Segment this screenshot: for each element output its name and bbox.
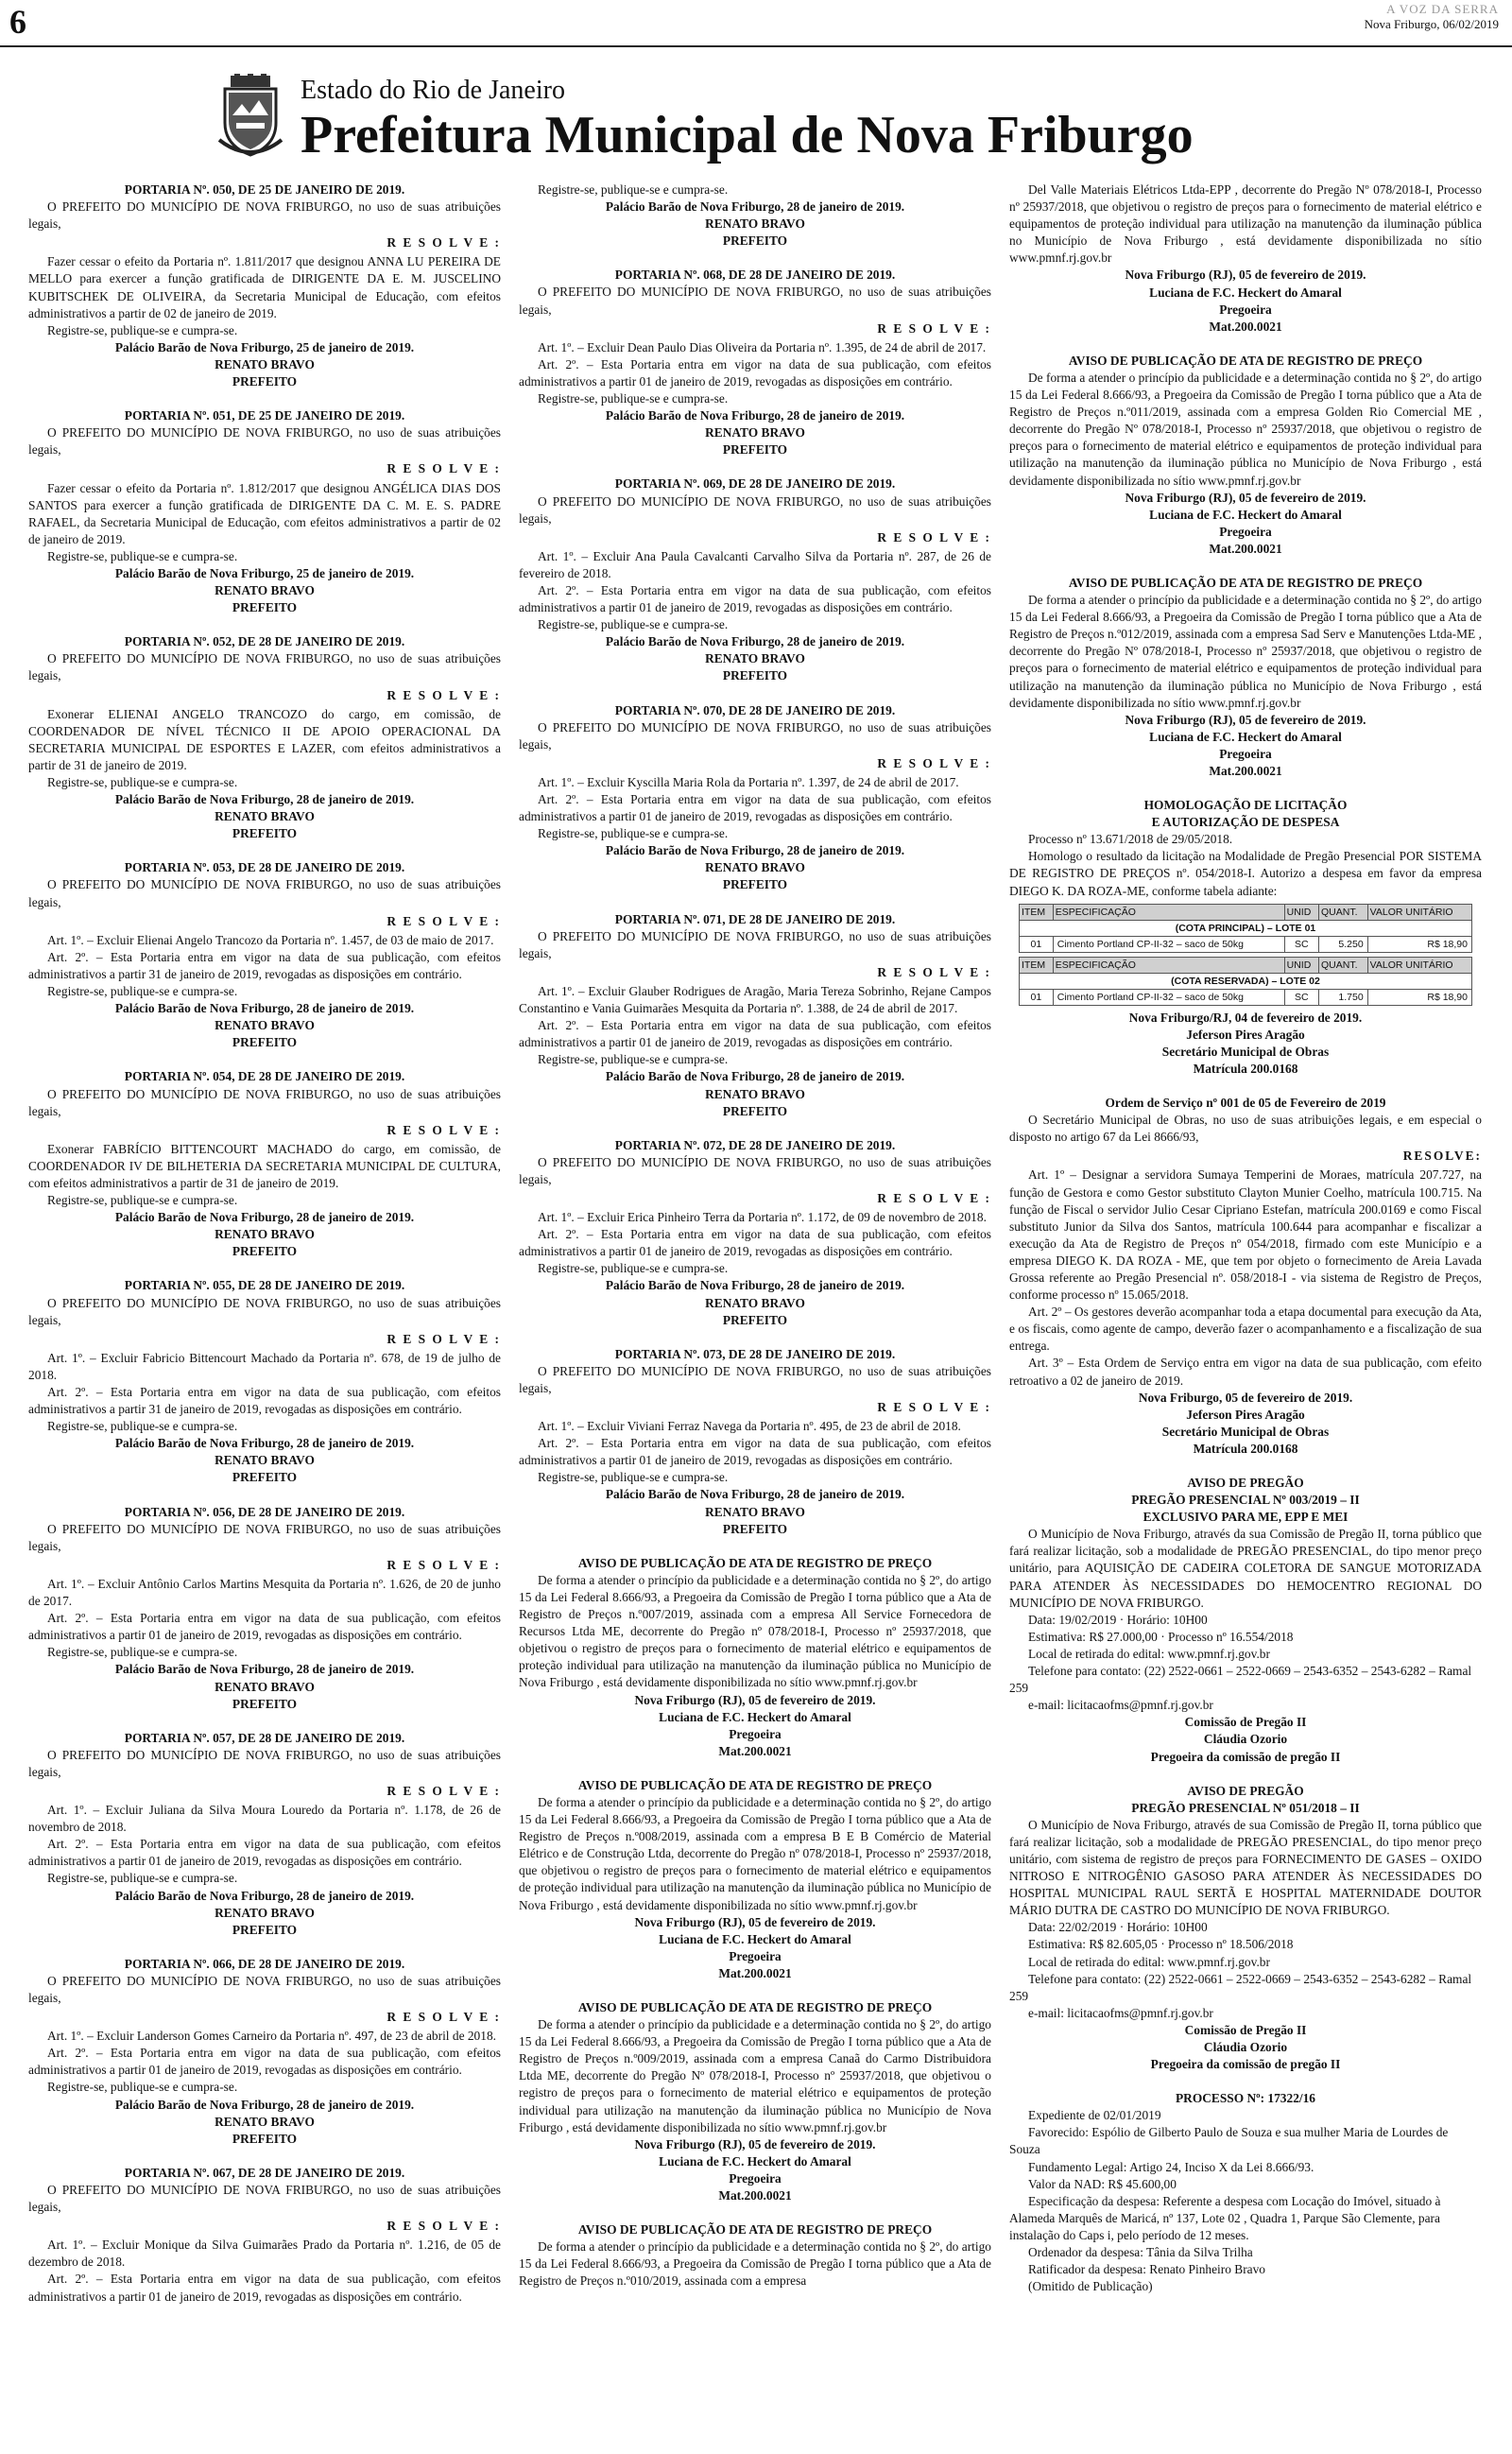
notice-title: PORTARIA Nº. 050, DE 25 DE JANEIRO DE 2019.: [124, 182, 405, 197]
page-number: 6: [9, 3, 26, 41]
notice-block: [1009, 181, 1482, 336]
resolve-label: R E S O L V E :: [877, 1190, 991, 1205]
notice-block: [519, 1346, 991, 1538]
body-paragraph: Registre-se, publique-se e cumpra-se.: [538, 1470, 729, 1485]
signature-line: PREFEITO: [722, 668, 788, 683]
notice-title: AVISO DE PREGÃO: [1187, 1476, 1304, 1490]
body-paragraph: Art. 1º. – Excluir Kyscilla Maria Rola da Portaria nº. 1.397, de 24 de abril de 2017.: [538, 774, 959, 789]
masthead-title: Prefeitura Municipal de Nova Friburgo: [301, 106, 1194, 164]
signature-line: PREFEITO: [722, 233, 788, 249]
signature-line: Nova Friburgo/RJ, 04 de fevereiro de 2019.: [1128, 1010, 1363, 1025]
signature-line: RENATO BRAVO: [705, 860, 805, 875]
notice-title: PORTARIA Nº. 073, DE 28 DE JANEIRO DE 2019.: [614, 1346, 896, 1361]
body-paragraph: Art. 2º. – Esta Portaria entra em vigor na data de sua publicação, com efeitos administrativos a partir 01 de janeiro de 2019, revogadas as disposições em contrário.: [28, 1611, 501, 1643]
notice-title: HOMOLOGAÇÃO DE LICITAÇÃO: [1143, 798, 1348, 813]
signature-line: Cláudia Ozorio: [1203, 2040, 1288, 2054]
body-paragraph: O Município de Nova Friburgo, através de sua Comissão de Pregão II, torna público que fará realizar licitação, sob a modalidade de PREGÃO PRESENCIAL, do tipo menor preço unitário, com sistema de registro de preços para FORNECIMENTO DE GASES – OXIDO NITROSO E NITROGÊNIO GASOSO PARA ATENDER ÀS NECESSIDADES DO HOSPITAL MUNICIPAL RAUL SERTÃ E HOSPITAL MATERNIDADE DOUTOR MÁRIO DUTRA DE CASTRO DO MUNICÍPIO DE NOVA FRIBURGO.: [1009, 1817, 1482, 1918]
preamble-text: O PREFEITO DO MUNICÍPIO DE NOVA FRIBURGO, no uso de suas atribuições legais,: [519, 1154, 991, 1186]
detail-line: Estimativa: R$ 27.000,00 · Processo nº 16.554/2018: [1028, 1629, 1294, 1644]
signature-line: Palácio Barão de Nova Friburgo, 28 de janeiro de 2019.: [114, 1436, 415, 1451]
signature-line: RENATO BRAVO: [215, 1453, 315, 1468]
signature-line: Matrícula 200.0168: [1193, 1061, 1298, 1076]
table-cell: 01: [1020, 936, 1054, 952]
notice-title: PORTARIA Nº. 068, DE 28 DE JANEIRO DE 2019.: [614, 268, 896, 283]
resolve-label: R E S O L V E :: [877, 320, 991, 336]
body-paragraph: Art. 2º. – Esta Portaria entra em vigor na data de sua publicação, com efeitos administrativos a partir 31 de janeiro de 2019, revogadas as disposições em contrário.: [28, 949, 501, 981]
body-paragraph: O Município de Nova Friburgo, através da sua Comissão de Pregão II, torna público que fará realizar licitação, sob a modalidade de PREGÃO PRESENCIAL, do tipo menor preço unitário, para AQUISIÇÃO DE CADEIRA COLETORA DE SANGUE MOTORIZADA PARA ATENDER ÀS NECESSIDADES DO HEMOCENTRO REGIONAL DO MUNICÍPIO DE NOVA FRIBURGO.: [1009, 1527, 1482, 1610]
notice-title: PORTARIA Nº. 054, DE 28 DE JANEIRO DE 2019.: [124, 1069, 405, 1084]
signature-line: PREFEITO: [232, 374, 298, 389]
signature-line: Mat.200.0021: [1209, 541, 1282, 556]
notice-block: [28, 1956, 501, 2148]
table-cell: R$ 18,90: [1367, 989, 1471, 1005]
signature-line: PREFEITO: [232, 1035, 298, 1050]
resolve-label: R E S O L V E :: [877, 755, 991, 770]
body-paragraph: Registre-se, publique-se e cumpra-se.: [538, 182, 729, 197]
detail-line: Data: 22/02/2019 · Horário: 10H00: [1028, 1920, 1208, 1935]
body-paragraph: Registre-se, publique-se e cumpra-se.: [538, 1052, 729, 1067]
preamble-text: O PREFEITO DO MUNICÍPIO DE NOVA FRIBURGO, no uso de suas atribuições legais,: [519, 719, 991, 752]
signature-line: RENATO BRAVO: [215, 1679, 315, 1694]
table-row: [1020, 936, 1472, 952]
notice-title: PORTARIA Nº. 056, DE 28 DE JANEIRO DE 2019.: [124, 1504, 405, 1519]
notice-title: PORTARIA Nº. 072, DE 28 DE JANEIRO DE 2019.: [614, 1137, 896, 1152]
table-header: ESPECIFICAÇÃO: [1053, 904, 1284, 920]
signature-line: PREFEITO: [232, 1470, 298, 1485]
signature-line: PREFEITO: [722, 1521, 788, 1536]
body-paragraph: De forma a atender o princípio da publicidade e a determinação contida no § 2º, do artigo 15 da Lei Federal 8.666/93, a Pregoeira da Comissão de Pregão I torna público que a Ata de Registro de Preços n.º009/2019, assinada com a empresa Canaã do Carmo Distribuidora Ltda ME, decorrente do Pregão Nº 078/2018-I, Processo nº 25937/2018, que objetivou o registro de preços para o fornecimento de material elétrico e equipamentos de proteção individual para utilização na manutenção da iluminação pública no Município de Nova Friburgo , está devidamente disponibilizada no sítio www.pmnf.rj.gov.br: [519, 2017, 991, 2134]
body-paragraph: Art. 1º. – Excluir Fabricio Bittencourt Machado da Portaria nº. 678, de 19 de julho de 2018.: [28, 1350, 501, 1382]
signature-line: PREFEITO: [722, 442, 788, 458]
table-header: QUANT.: [1319, 904, 1368, 920]
body-paragraph: Art. 2º. – Esta Portaria entra em vigor na data de sua publicação, com efeitos administrativos a partir 01 de janeiro de 2019, revogadas as disposições em contrário.: [519, 1227, 991, 1259]
coat-of-arms-icon: [217, 74, 284, 161]
notice-block: [1009, 1095, 1482, 1458]
signature-line: Palácio Barão de Nova Friburgo, 28 de janeiro de 2019.: [114, 2097, 415, 2112]
signature-line: Jeferson Pires Aragão: [1186, 1027, 1305, 1042]
notice-title: EXCLUSIVO PARA ME, EPP E MEI: [1143, 1510, 1349, 1525]
masthead-state: Estado do Rio de Janeiro: [301, 76, 565, 105]
preamble-text: O PREFEITO DO MUNICÍPIO DE NOVA FRIBURGO, no uso de suas atribuições legais,: [28, 877, 501, 909]
body-paragraph: Art. 1º. – Excluir Ana Paula Cavalcanti Carvalho Silva da Portaria nº. 287, de 26 de fevereiro de 2018.: [519, 548, 991, 580]
signature-line: Pregoeira: [1219, 746, 1272, 761]
body-paragraph: Fazer cessar o efeito da Portaria nº. 1.812/2017 que designou ANGÉLICA DIAS DOS SANTOS para exercer a função gratificada de DIRIGENTE DA C. M. E. S. PADRE RAFAEL, da Secretaria Municipal de Educação, com efeitos administrativos a partir de 02 de janeiro de 2019.: [28, 480, 501, 546]
signature-line: Nova Friburgo (RJ), 05 de fevereiro de 2019.: [634, 1914, 876, 1929]
preamble-text: O PREFEITO DO MUNICÍPIO DE NOVA FRIBURGO, no uso de suas atribuições legais,: [28, 1295, 501, 1327]
signature-line: Pregoeira: [729, 1948, 782, 1963]
publication-name: A VOZ DA SERRA: [1386, 2, 1499, 16]
body-paragraph: Registre-se, publique-se e cumpra-se.: [47, 1645, 238, 1660]
signature-line: Secretário Municipal de Obras: [1161, 1044, 1330, 1059]
notice-block: [28, 2165, 501, 2306]
signature-line: Mat.200.0021: [718, 1965, 792, 1980]
body-paragraph: Registre-se, publique-se e cumpra-se.: [47, 1193, 238, 1208]
masthead: [301, 76, 1194, 164]
body-paragraph: Art. 1º. – Excluir Landerson Gomes Carneiro da Portaria nº. 497, de 23 de abril de 2018.: [47, 2029, 496, 2044]
resolve-label: R E S O L V E :: [387, 1557, 501, 1572]
notice-title: PORTARIA Nº. 053, DE 28 DE JANEIRO DE 2019.: [124, 860, 405, 875]
detail-line: Estimativa: R$ 82.605,05 · Processo nº 18.506/2018: [1028, 1937, 1294, 1952]
resolve-label: RESOLVE:: [1402, 1149, 1482, 1164]
notice-block: [28, 859, 501, 1051]
signature-line: PREFEITO: [232, 2131, 298, 2146]
notice-block: [519, 475, 991, 684]
detail-line: Ordenador da despesa: Tânia da Silva Trilha: [1028, 2245, 1253, 2260]
notice-block: [519, 181, 991, 250]
signature-line: RENATO BRAVO: [215, 1227, 315, 1242]
lot-label: (COTA PRINCIPAL) – LOTE 01: [1020, 920, 1472, 936]
body-paragraph: Registre-se, publique-se e cumpra-se.: [47, 1419, 238, 1434]
price-table: [1019, 904, 1472, 953]
notice-block: [1009, 1475, 1482, 1766]
table-row: [1020, 989, 1472, 1005]
table-cell: 01: [1020, 989, 1054, 1005]
detail-line: Ratificador da despesa: Renato Pinheiro Bravo: [1028, 2262, 1266, 2277]
body-paragraph: Art. 2º. – Esta Portaria entra em vigor na data de sua publicação, com efeitos administrativos a partir 01 de janeiro de 2019, revogadas as disposições em contrário.: [28, 2046, 501, 2078]
detail-line: e-mail: licitacaofms@pmnf.rj.gov.br: [1028, 2005, 1213, 2020]
resolve-label: R E S O L V E :: [387, 235, 501, 251]
table-header: VALOR UNITÁRIO: [1367, 957, 1471, 973]
preamble-text: O PREFEITO DO MUNICÍPIO DE NOVA FRIBURGO, no uso de suas atribuições legais,: [28, 1747, 501, 1779]
body-paragraph: Registre-se, publique-se e cumpra-se.: [47, 2080, 238, 2095]
notice-block: [1009, 2090, 1482, 2295]
body-paragraph: Registre-se, publique-se e cumpra-se.: [47, 984, 238, 999]
signature-line: Nova Friburgo (RJ), 05 de fevereiro de 2019.: [634, 1692, 876, 1707]
signature-line: Cláudia Ozorio: [1203, 1732, 1288, 1747]
signature-line: RENATO BRAVO: [705, 1295, 805, 1310]
signature-line: Pregoeira: [1219, 524, 1272, 539]
detail-line: e-mail: licitacaofms@pmnf.rj.gov.br: [1028, 1698, 1213, 1713]
table-cell: R$ 18,90: [1367, 936, 1471, 952]
signature-line: Mat.200.0021: [718, 2188, 792, 2203]
body-paragraph: De forma a atender o princípio da publicidade e a determinação contida no § 2º, do artigo 15 da Lei Federal 8.666/93, a Pregoeira da Comissão de Pregão I torna público que a Ata de Registro de Preços n.º011/2019, assinada com a empresa Golden Rio Comercial ME , decorrente do Pregão Nº 078/2018-I, Processo nº 25937/2018, que objetivou o registro de preços para o fornecimento de material elétrico e equipamentos de proteção individual para utilização na manutenção da iluminação pública no Município de Nova Friburgo , está devidamente disponibilizada no sítio www.pmnf.rj.gov.br: [1009, 370, 1482, 488]
body-paragraph: Art. 1º. – Excluir Glauber Rodrigues de Aragão, Maria Tereza Sobrinho, Rejane Campos Constantino e Vania Guimarães Mesquita da Portaria nº. 1.388, de 24 de abril de 2017.: [519, 983, 991, 1016]
table-header: UNID: [1284, 904, 1318, 920]
signature-line: Palácio Barão de Nova Friburgo, 28 de janeiro de 2019.: [605, 199, 905, 215]
preamble-text: O PREFEITO DO MUNICÍPIO DE NOVA FRIBURGO, no uso de suas atribuições legais,: [28, 199, 501, 232]
preamble-text: O PREFEITO DO MUNICÍPIO DE NOVA FRIBURGO, no uso de suas atribuições legais,: [28, 2182, 501, 2215]
signature-line: PREFEITO: [232, 600, 298, 615]
notice-block: [519, 702, 991, 894]
body-paragraph: Art. 1º. – Excluir Viviani Ferraz Navega da Portaria nº. 495, de 23 de abril de 2018.: [538, 1419, 961, 1434]
signature-line: Nova Friburgo (RJ), 05 de fevereiro de 2019.: [1125, 490, 1366, 505]
notice-title: Ordem de Serviço nº 001 de 05 de Fevereiro de 2019: [1105, 1096, 1386, 1111]
body-paragraph: Art. 1º. – Excluir Erica Pinheiro Terra da Portaria nº. 1.172, de 09 de novembro de 2018.: [538, 1210, 987, 1225]
body-paragraph: Registre-se, publique-se e cumpra-se.: [538, 617, 729, 632]
signature-line: PREFEITO: [232, 1244, 298, 1259]
body-paragraph: Art. 2º. – Esta Portaria entra em vigor na data de sua publicação, com efeitos administrativos a partir 01 de janeiro de 2019, revogadas as disposições em contrário.: [28, 2272, 501, 2304]
table-cell: SC: [1284, 989, 1318, 1005]
signature-line: Palácio Barão de Nova Friburgo, 28 de janeiro de 2019.: [605, 843, 905, 858]
signature-line: PREFEITO: [722, 877, 788, 892]
detail-line: (Omitido de Publicação): [1028, 2279, 1153, 2294]
signature-line: Secretário Municipal de Obras: [1161, 1424, 1330, 1439]
preamble-text: O Secretário Municipal de Obras, no uso de suas atribuições legais, e em especial o disposto no artigo 67 da Lei 8666/93,: [1009, 1113, 1482, 1145]
signature-line: Palácio Barão de Nova Friburgo, 28 de janeiro de 2019.: [605, 634, 905, 649]
signature-line: Comissão de Pregão II: [1184, 1715, 1307, 1730]
column-2: [519, 181, 991, 2290]
signature-line: Palácio Barão de Nova Friburgo, 28 de janeiro de 2019.: [114, 1210, 415, 1225]
signature-line: RENATO BRAVO: [215, 356, 315, 372]
body-paragraph: Registre-se, publique-se e cumpra-se.: [538, 1261, 729, 1276]
signature-line: Pregoeira: [729, 1726, 782, 1741]
signature-line: Luciana de F.C. Heckert do Amaral: [659, 1931, 851, 1946]
page-header: [0, 0, 1512, 47]
notice-title: PREGÃO PRESENCIAL Nº 051/2018 – II: [1131, 1800, 1360, 1815]
body-paragraph: Art. 2º. – Esta Portaria entra em vigor na data de sua publicação, com efeitos administrativos a partir 01 de janeiro de 2019, revogadas as disposições em contrário.: [519, 1018, 991, 1050]
signature-line: Nova Friburgo (RJ), 05 de fevereiro de 2019.: [1125, 712, 1366, 727]
notice-title: AVISO DE PUBLICAÇÃO DE ATA DE REGISTRO DE PREÇO: [577, 1555, 933, 1570]
notice-title: PORTARIA Nº. 071, DE 28 DE JANEIRO DE 2019.: [614, 911, 896, 926]
notice-block: [28, 633, 501, 842]
notice-title: AVISO DE PUBLICAÇÃO DE ATA DE REGISTRO DE PREÇO: [1068, 353, 1423, 368]
signature-line: RENATO BRAVO: [215, 1018, 315, 1033]
body-paragraph: Art. 2º. – Esta Portaria entra em vigor na data de sua publicação, com efeitos administrativos a partir 01 de janeiro de 2019, revogadas as disposições em contrário.: [519, 582, 991, 615]
preamble-text: O PREFEITO DO MUNICÍPIO DE NOVA FRIBURGO, no uso de suas atribuições legais,: [519, 928, 991, 960]
resolve-label: R E S O L V E :: [877, 964, 991, 979]
notice-title: PORTARIA Nº. 057, DE 28 DE JANEIRO DE 2019.: [124, 1730, 405, 1745]
signature-line: Luciana de F.C. Heckert do Amaral: [1149, 285, 1342, 300]
signature-line: Mat.200.0021: [718, 1743, 792, 1758]
body-paragraph: Art. 1º. – Excluir Juliana da Silva Moura Louredo da Portaria nº. 1.178, de 26 de novembro de 2018.: [28, 1803, 501, 1835]
body-paragraph: Art. 1º. – Excluir Elienai Angelo Trancozo da Portaria nº. 1.457, de 03 de maio de 2017.: [47, 932, 494, 947]
body-paragraph: Art. 1º – Designar a servidora Sumaya Temperini de Moraes, matrícula 207.727, na função de Gestora e como Gestor substituto Clayton Munier Coelho, matrícula 100.715. Na função de Fiscal o servidor Julio Cesar Cipriano Estefan, matrícula 200.0169 e como Fiscal substituto Junior da Silva dos Santos, matrícula 100.644 para acompanhar e fiscalizar a execução da Ata de Registro de Preços nº 054/2018, firmado com este Município e a empresa DIEGO K. DA ROZA - ME, que tem por objeto o fornecimento de Areia Lavada Grossa referente ao Pregão Presencial nº. 058/2018-I - via sistema de Registro de Preços, conforme processo nº 15.065/2018.: [1009, 1167, 1482, 1303]
table-header: QUANT.: [1319, 957, 1368, 973]
body-paragraph: Fazer cessar o efeito da Portaria nº. 1.811/2017 que designou ANNA LU PEREIRA DE MELLO para exercer a função gratificada de DIRIGENTE DA E. M. JUSCELINO KUBITSCHEK DE OLIVEIRA, da Secretaria Municipal de Educação, com efeitos administrativos a partir de 02 de janeiro de 2019.: [28, 254, 501, 320]
notice-block: [28, 1730, 501, 1939]
body-paragraph: Registre-se, publique-se e cumpra-se.: [47, 548, 238, 563]
signature-line: Mat.200.0021: [1209, 764, 1282, 778]
column-3: [1009, 181, 1482, 2295]
signature-line: Nova Friburgo (RJ), 05 de fevereiro de 2019.: [1125, 268, 1366, 283]
body-paragraph: Exonerar ELIENAI ANGELO TRANCOZO do cargo, em comissão, de COORDENADOR DE NÍVEL TÉCNICO II DE APOIO OPERACIONAL DA SECRETARIA MUNICIPAL DE ESPORTES E LAZER, com efeitos administrativos a partir de 31 de janeiro de 2019.: [28, 706, 501, 772]
signature-line: Pregoeira da comissão de pregão II: [1150, 1749, 1341, 1764]
detail-line: Favorecido: Espólio de Gilberto Paulo de Souza e sua mulher Maria de Lourdes de Souza: [1009, 2125, 1449, 2157]
body-paragraph: Homologo o resultado da licitação na Modalidade de Pregão Presencial POR SISTEMA DE REGISTRO DE PREÇOS nº. 054/2018-I. Autorizo a despesa em favor da empresa DIEGO K. DA ROZA-ME, conforme tabela adiante:: [1009, 849, 1482, 898]
notice-title: AVISO DE PUBLICAÇÃO DE ATA DE REGISTRO DE PREÇO: [577, 2222, 933, 2238]
notice-block: [28, 1504, 501, 1713]
notice-title: AVISO DE PUBLICAÇÃO DE ATA DE REGISTRO DE PREÇO: [577, 2000, 933, 2014]
resolve-label: R E S O L V E :: [387, 687, 501, 702]
signature-line: Jeferson Pires Aragão: [1186, 1407, 1305, 1422]
body-paragraph: Processo nº 13.671/2018 de 29/05/2018.: [1028, 832, 1233, 847]
notice-block: [28, 1068, 501, 1260]
resolve-label: R E S O L V E :: [387, 1122, 501, 1137]
detail-line: Data: 19/02/2019 · Horário: 10H00: [1028, 1612, 1208, 1627]
detail-line: Especificação da despesa: Referente a despesa com Locação do Imóvel, situado à Alameda Marquês de Maricá, nº 137, Lote 02 , Quadra 1, Parque São Clemente, para instalação do Caps i, pelo período de 12 meses.: [1009, 2193, 1441, 2242]
notice-title: AVISO DE PUBLICAÇÃO DE ATA DE REGISTRO DE PREÇO: [577, 1777, 933, 1792]
resolve-label: R E S O L V E :: [877, 1400, 991, 1414]
detail-line: Valor da NAD: R$ 45.600,00: [1028, 2176, 1177, 2191]
signature-line: Pregoeira: [1219, 302, 1272, 317]
signature-line: Palácio Barão de Nova Friburgo, 28 de janeiro de 2019.: [605, 1069, 905, 1084]
preamble-text: O PREFEITO DO MUNICÍPIO DE NOVA FRIBURGO, no uso de suas atribuições legais,: [28, 425, 501, 458]
signature-line: Matrícula 200.0168: [1193, 1441, 1298, 1456]
notice-title: PREGÃO PRESENCIAL Nº 003/2019 – II: [1131, 1493, 1360, 1508]
resolve-label: R E S O L V E :: [387, 2219, 501, 2234]
table-header: ITEM: [1020, 957, 1054, 973]
preamble-text: O PREFEITO DO MUNICÍPIO DE NOVA FRIBURGO, no uso de suas atribuições legais,: [519, 1363, 991, 1395]
notice-title: PORTARIA Nº. 051, DE 25 DE JANEIRO DE 2019.: [124, 408, 405, 423]
notice-block: [1009, 353, 1482, 558]
notice-title: PORTARIA Nº. 069, DE 28 DE JANEIRO DE 2019.: [614, 476, 896, 492]
preamble-text: O PREFEITO DO MUNICÍPIO DE NOVA FRIBURGO, no uso de suas atribuições legais,: [519, 285, 991, 317]
notice-block: [1009, 575, 1482, 780]
body-paragraph: Art. 2º. – Esta Portaria entra em vigor na data de sua publicação, com efeitos administrativos a partir 01 de janeiro de 2019, revogadas as disposições em contrário.: [519, 792, 991, 824]
body-paragraph: Art. 2º. – Esta Portaria entra em vigor na data de sua publicação, com efeitos administrativos a partir 01 de janeiro de 2019, revogadas as disposições em contrário.: [28, 1837, 501, 1869]
table-cell: 5.250: [1319, 936, 1368, 952]
preamble-text: O PREFEITO DO MUNICÍPIO DE NOVA FRIBURGO, no uso de suas atribuições legais,: [28, 1521, 501, 1553]
body-paragraph: Art. 1º. – Excluir Monique da Silva Guimarães Prado da Portaria nº. 1.216, de 05 de dezembro de 2018.: [28, 2238, 501, 2270]
body-paragraph: Registre-se, publique-se e cumpra-se.: [47, 322, 238, 337]
signature-line: Palácio Barão de Nova Friburgo, 25 de janeiro de 2019.: [114, 565, 415, 580]
signature-line: PREFEITO: [722, 1312, 788, 1327]
body-paragraph: De forma a atender o princípio da publicidade e a determinação contida no § 2º, do artigo 15 da Lei Federal 8.666/93, a Pregoeira da Comissão de Pregão I torna público que a Ata de Registro de Preços n.º010/2019, assinada com a empresa: [519, 2239, 991, 2289]
resolve-label: R E S O L V E :: [387, 1331, 501, 1346]
table-header: ESPECIFICAÇÃO: [1053, 957, 1284, 973]
table-cell: Cimento Portland CP-II-32 – saco de 50kg: [1053, 936, 1284, 952]
notice-title: PORTARIA Nº. 066, DE 28 DE JANEIRO DE 2019.: [124, 1956, 405, 1971]
signature-line: Palácio Barão de Nova Friburgo, 28 de janeiro de 2019.: [605, 1278, 905, 1293]
notice-block: [1009, 797, 1482, 1078]
preamble-text: O PREFEITO DO MUNICÍPIO DE NOVA FRIBURGO, no uso de suas atribuições legais,: [28, 1086, 501, 1118]
notice-title: PORTARIA Nº. 052, DE 28 DE JANEIRO DE 2019.: [124, 634, 405, 649]
body-paragraph: Exonerar FABRÍCIO BITTENCOURT MACHADO do cargo, em comissão, de COORDENADOR IV DE BILHETERIA DA SECRETARIA MUNICIPAL DE CULTURA, com efeitos administrativos a partir de 31 de janeiro de 2019.: [28, 1141, 501, 1190]
body-paragraph: De forma a atender o princípio da publicidade e a determinação contida no § 2º, do artigo 15 da Lei Federal 8.666/93, a Pregoeira da Comissão de Pregão I torna público que a Ata de Registro de Preços n.º008/2019, assinada com a empresa B E B Comércio de Material Elétrico e de Construção Ltda, decorrente do Pregão nº 078/2018-I, Processo nº 25937/2018, que objetivou o registro de preços para o fornecimento de material elétrico e equipamentos de proteção individual para utilização na manutenção da iluminação pública no Município de Nova Friburgo , está devidamente disponibilizada no sítio www.pmnf.rj.gov.br: [519, 1794, 991, 1912]
notice-block: [519, 267, 991, 458]
body-paragraph: Registre-se, publique-se e cumpra-se.: [538, 826, 729, 841]
body-paragraph: Art. 2º. – Esta Portaria entra em vigor na data de sua publicação, com efeitos administrativos a partir 31 de janeiro de 2019, revogadas as disposições em contrário.: [28, 1385, 501, 1417]
resolve-label: R E S O L V E :: [387, 2010, 501, 2025]
body-paragraph: Art. 2º. – Esta Portaria entra em vigor na data de sua publicação, com efeitos administrativos a partir 01 de janeiro de 2019, revogadas as disposições em contrário.: [519, 1436, 991, 1468]
signature-line: Pregoeira: [729, 2170, 782, 2186]
body-paragraph: Registre-se, publique-se e cumpra-se.: [47, 775, 238, 789]
body-paragraph: Art. 2º – Os gestores deverão acompanhar toda a etapa documental para execução da Ata, e os fiscais, como agente de campo, deverão fazer o acompanhamento e a fiscalização de sua entrega.: [1009, 1305, 1482, 1354]
detail-line: Local de retirada do edital: www.pmnf.rj.gov.br: [1028, 1646, 1270, 1661]
signature-line: Palácio Barão de Nova Friburgo, 28 de janeiro de 2019.: [605, 408, 905, 423]
signature-line: RENATO BRAVO: [215, 583, 315, 598]
signature-line: Nova Friburgo (RJ), 05 de fevereiro de 2019.: [634, 2136, 876, 2152]
body-paragraph: Del Valle Materiais Elétricos Ltda-EPP , decorrente do Pregão Nº 078/2018-I, Processo nº 25937/2018, que objetivou o registro de preços para o fornecimento de material elétrico e equipamentos de proteção individual para utilização na manutenção da iluminação pública no Município de Nova Friburgo , está devidamente disponibilizada no sítio www.pmnf.rj.gov.br: [1009, 182, 1482, 266]
body-paragraph: Art. 3º – Esta Ordem de Serviço entra em vigor na data de sua publicação, com efeito retroativo a 02 de janeiro de 2019.: [1009, 1356, 1482, 1388]
notice-block: [28, 181, 501, 390]
table-header: ITEM: [1020, 904, 1054, 920]
table-header: VALOR UNITÁRIO: [1367, 904, 1471, 920]
detail-line: Local de retirada do edital: www.pmnf.rj.gov.br: [1028, 1954, 1270, 1969]
signature-line: Palácio Barão de Nova Friburgo, 28 de janeiro de 2019.: [605, 1487, 905, 1502]
notice-title: AVISO DE PUBLICAÇÃO DE ATA DE REGISTRO DE PREÇO: [1068, 575, 1423, 590]
signature-line: PREFEITO: [232, 1922, 298, 1937]
notice-block: [1009, 1783, 1482, 2074]
body-paragraph: De forma a atender o princípio da publicidade e a determinação contida no § 2º, do artigo 15 da Lei Federal 8.666/93, a Pregoeira da Comissão de Pregão I torna público que a Ata de Registro de Preços n.º007/2019, assinada com a empresa All Service Fornecedora de Recursos Ltda ME, decorrente do Pregão nº 078/2018-I, Processo nº 25937/2018, que objetivou o registro de preços para o fornecimento de material elétrico e equipamentos de proteção individual para utilização na manutenção da iluminação pública no Município de Nova Friburgo , está devidamente disponibilizada no sítio www.pmnf.rj.gov.br: [519, 1572, 991, 1690]
notice-title: PORTARIA Nº. 070, DE 28 DE JANEIRO DE 2019.: [614, 702, 896, 717]
signature-line: RENATO BRAVO: [705, 425, 805, 441]
signature-line: Palácio Barão de Nova Friburgo, 28 de janeiro de 2019.: [114, 1888, 415, 1903]
notice-title: PORTARIA Nº. 067, DE 28 DE JANEIRO DE 2019.: [124, 2165, 405, 2180]
notice-title: PORTARIA Nº. 055, DE 28 DE JANEIRO DE 2019.: [124, 1278, 405, 1293]
notice-block: [28, 407, 501, 616]
notice-title: PROCESSO Nº: 17322/16: [1175, 2091, 1315, 2106]
signature-line: PREFEITO: [722, 1103, 788, 1118]
resolve-label: R E S O L V E :: [877, 529, 991, 544]
notice-block: [519, 911, 991, 1120]
resolve-label: R E S O L V E :: [387, 913, 501, 928]
notice-block: [519, 1999, 991, 2204]
notice-block: [519, 2221, 991, 2290]
signature-line: Luciana de F.C. Heckert do Amaral: [1149, 729, 1342, 744]
signature-line: Mat.200.0021: [1209, 319, 1282, 334]
signature-line: PREFEITO: [232, 826, 298, 841]
table-header: UNID: [1284, 957, 1318, 973]
signature-line: Luciana de F.C. Heckert do Amaral: [1149, 507, 1342, 522]
signature-line: RENATO BRAVO: [215, 1905, 315, 1920]
resolve-label: R E S O L V E :: [387, 461, 501, 476]
signature-line: RENATO BRAVO: [705, 216, 805, 232]
detail-line: Telefone para contato: (22) 2522-0661 – 2522-0669 – 2543-6352 – 2543-6282 – Ramal 259: [1009, 1971, 1472, 2003]
body-paragraph: Art. 1º. – Excluir Antônio Carlos Martins Mesquita da Portaria nº. 1.626, de 20 de junho de 2017.: [28, 1576, 501, 1609]
table-cell: Cimento Portland CP-II-32 – saco de 50kg: [1053, 989, 1284, 1005]
notice-title: AVISO DE PREGÃO: [1187, 1783, 1304, 1798]
detail-line: Expediente de 02/01/2019: [1028, 2108, 1161, 2123]
signature-line: RENATO BRAVO: [215, 809, 315, 824]
preamble-text: O PREFEITO DO MUNICÍPIO DE NOVA FRIBURGO, no uso de suas atribuições legais,: [28, 1973, 501, 2005]
publication-info: [1365, 2, 1499, 32]
detail-line: Telefone para contato: (22) 2522-0661 – 2522-0669 – 2543-6352 – 2543-6282 – Ramal 259: [1009, 1664, 1472, 1696]
preamble-text: O PREFEITO DO MUNICÍPIO DE NOVA FRIBURGO, no uso de suas atribuições legais,: [28, 651, 501, 683]
publication-date: Nova Friburgo, 06/02/2019: [1364, 17, 1499, 31]
column-1: [28, 181, 501, 2306]
detail-line: Fundamento Legal: Artigo 24, Inciso X da Lei 8.666/93.: [1028, 2159, 1314, 2174]
body-paragraph: Registre-se, publique-se e cumpra-se.: [538, 391, 729, 406]
signature-line: Palácio Barão de Nova Friburgo, 25 de janeiro de 2019.: [114, 339, 415, 354]
notice-block: [28, 1277, 501, 1486]
lot-label: (COTA RESERVADA) – LOTE 02: [1020, 973, 1472, 989]
signature-line: RENATO BRAVO: [705, 1086, 805, 1101]
resolve-label: R E S O L V E :: [387, 1783, 501, 1798]
signature-line: PREFEITO: [232, 1696, 298, 1711]
body-paragraph: De forma a atender o princípio da publicidade e a determinação contida no § 2º, do artigo 15 da Lei Federal 8.666/93, a Pregoeira da Comissão de Pregão I torna público que a Ata de Registro de Preços n.º012/2019, assinada com a empresa Sad Serv e Manutenções Ltda-ME , decorrente do Pregão Nº 078/2018-I, Processo nº 25937/2018, que objetivou o registro de preços para o fornecimento de material elétrico e equipamentos de proteção individual para utilização na manutenção da iluminação pública no Município de Nova Friburgo , está devidamente disponibilizada no sítio www.pmnf.rj.gov.br: [1009, 593, 1482, 710]
signature-line: Luciana de F.C. Heckert do Amaral: [659, 2153, 851, 2169]
body-paragraph: Registre-se, publique-se e cumpra-se.: [47, 1871, 238, 1886]
table-cell: SC: [1284, 936, 1318, 952]
signature-line: Palácio Barão de Nova Friburgo, 28 de janeiro de 2019.: [114, 1662, 415, 1677]
notice-title: E AUTORIZAÇÃO DE DESPESA: [1151, 815, 1340, 830]
signature-line: RENATO BRAVO: [705, 1504, 805, 1519]
notice-block: [519, 1777, 991, 1982]
notice-block: [519, 1137, 991, 1329]
price-table: [1019, 957, 1472, 1006]
signature-line: Pregoeira da comissão de pregão II: [1150, 2057, 1341, 2072]
signature-line: Palácio Barão de Nova Friburgo, 28 de janeiro de 2019.: [114, 1001, 415, 1016]
notice-block: [519, 1555, 991, 1760]
table-cell: 1.750: [1319, 989, 1368, 1005]
body-paragraph: Art. 2º. – Esta Portaria entra em vigor na data de sua publicação, com efeitos administrativos a partir 01 de janeiro de 2019, revogadas as disposições em contrário.: [519, 356, 991, 389]
signature-line: RENATO BRAVO: [705, 651, 805, 666]
body-paragraph: Art. 1º. – Excluir Dean Paulo Dias Oliveira da Portaria nº. 1.395, de 24 de abril de 2017.: [538, 339, 987, 354]
signature-line: Comissão de Pregão II: [1184, 2022, 1307, 2037]
signature-line: RENATO BRAVO: [215, 2114, 315, 2129]
signature-line: Nova Friburgo, 05 de fevereiro de 2019.: [1138, 1390, 1353, 1405]
signature-line: Luciana de F.C. Heckert do Amaral: [659, 1709, 851, 1724]
preamble-text: O PREFEITO DO MUNICÍPIO DE NOVA FRIBURGO, no uso de suas atribuições legais,: [519, 493, 991, 526]
signature-line: Palácio Barão de Nova Friburgo, 28 de janeiro de 2019.: [114, 792, 415, 807]
